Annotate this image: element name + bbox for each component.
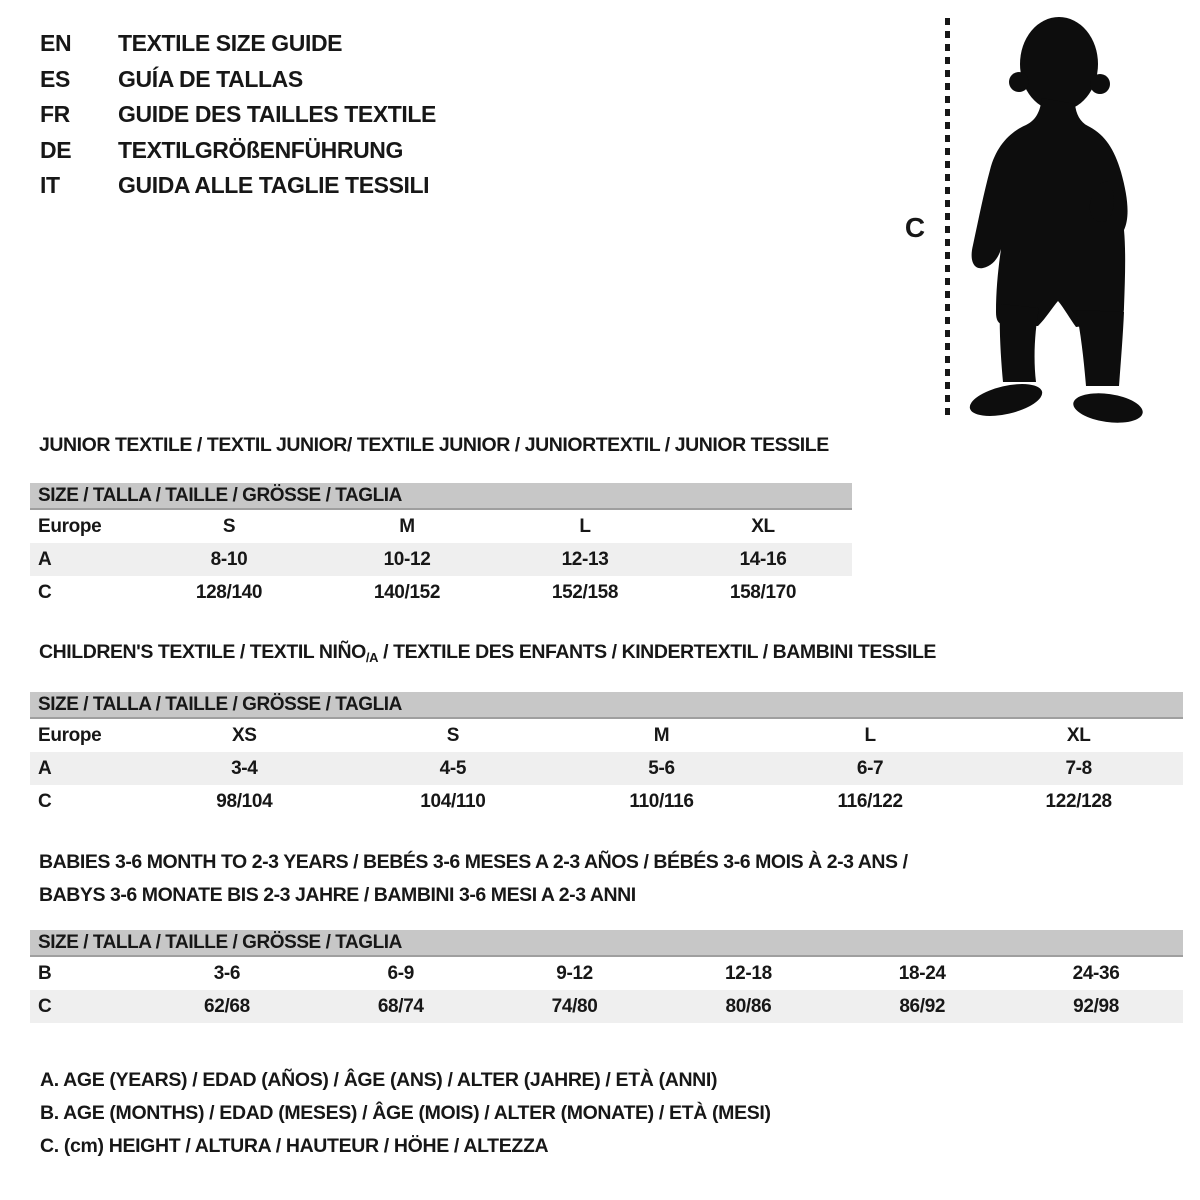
language-code: IT <box>40 172 60 199</box>
language-code: EN <box>40 30 72 57</box>
toddler-silhouette-icon <box>958 12 1153 427</box>
table-cell: L <box>864 724 876 746</box>
table-cell: XS <box>231 724 257 746</box>
table-cell: 14-16 <box>739 548 787 570</box>
table-cell: 5-6 <box>648 757 675 779</box>
table-cell: 140/152 <box>373 581 441 603</box>
section-title-text: / TEXTILE DES ENFANTS / KINDERTEXTIL / BAMBINI TESSILE <box>378 641 936 663</box>
table-cell: 24-36 <box>1072 962 1120 984</box>
size-table-header: SIZE / TALLA / TAILLE / GRÖSSE / TAGLIA <box>30 483 852 510</box>
row-label: C <box>38 581 52 603</box>
table-cell: 12-13 <box>561 548 609 570</box>
table-cell: 98/104 <box>216 790 273 812</box>
table-cell: 3-4 <box>231 757 258 779</box>
row-label: A <box>38 548 52 570</box>
table-cell: S <box>222 515 236 537</box>
table-cell: M <box>399 515 415 537</box>
table-cell: XL <box>751 515 775 537</box>
table-cell: 3-6 <box>213 962 241 984</box>
table-cell: 6-7 <box>856 757 884 779</box>
table-cell: L <box>579 515 591 537</box>
table-cell: 12-18 <box>724 962 772 984</box>
table-row <box>30 576 852 609</box>
section-title-children <box>39 641 936 665</box>
table-row <box>30 719 1183 752</box>
table-cell: 6-9 <box>387 962 414 984</box>
table-row <box>30 957 1183 990</box>
height-measure-label: C <box>904 212 926 243</box>
row-label: B <box>38 962 52 984</box>
language-label: TEXTILGRÖßENFÜHRUNG <box>118 136 403 163</box>
table-cell: 122/128 <box>1045 790 1112 812</box>
language-label: GUIDE DES TAILLES TEXTILE <box>118 101 436 128</box>
table-cell: 86/92 <box>899 995 946 1017</box>
size-table-header: SIZE / TALLA / TAILLE / GRÖSSE / TAGLIA <box>30 930 1183 957</box>
language-code: ES <box>40 65 70 92</box>
section-title-babies <box>39 846 908 912</box>
table-cell: 68/74 <box>377 995 424 1017</box>
table-cell: 62/68 <box>204 995 250 1017</box>
section-title-junior: JUNIOR TEXTILE / TEXTIL JUNIOR/ TEXTILE JUNIOR / JUNIORTEXTIL / JUNIOR TESSILE <box>39 434 829 456</box>
language-label: TEXTILE SIZE GUIDE <box>118 30 343 57</box>
language-row <box>40 62 436 98</box>
table-cell: XL <box>1066 724 1091 746</box>
language-label: GUÍA DE TALLAS <box>118 65 303 92</box>
language-code: FR <box>40 101 70 128</box>
table-row <box>30 990 1183 1023</box>
table-cell: 152/158 <box>551 581 619 603</box>
size-table-body <box>30 719 1183 818</box>
section-title-subscript: /A <box>365 650 379 665</box>
size-table-body <box>30 510 852 609</box>
language-code: DE <box>40 136 72 163</box>
size-table-header: SIZE / TALLA / TAILLE / GRÖSSE / TAGLIA <box>30 692 1183 719</box>
language-row <box>40 26 436 62</box>
table-cell: 116/122 <box>837 790 903 812</box>
table-cell: 80/86 <box>725 995 772 1017</box>
table-cell: S <box>446 724 460 746</box>
table-cell: 7-8 <box>1065 757 1092 779</box>
language-list <box>40 26 436 204</box>
table-cell: 110/116 <box>629 790 694 812</box>
table-row <box>30 752 1183 785</box>
section-title-line: BABIES 3-6 MONTH TO 2-3 YEARS / BEBÉS 3-6 MESES A 2-3 AÑOS / BÉBÉS 3-6 MOIS À 2-3 ANS / <box>39 851 908 873</box>
table-cell: 8-10 <box>210 548 248 570</box>
table-row <box>30 785 1183 818</box>
row-label: Europe <box>38 515 102 537</box>
size-table-babies <box>30 930 1183 1023</box>
row-label: A <box>38 757 52 779</box>
table-cell: 104/110 <box>420 790 486 812</box>
row-label: C <box>38 790 52 812</box>
table-cell: 74/80 <box>551 995 598 1017</box>
table-cell: 10-12 <box>383 548 431 570</box>
size-table-children <box>30 692 1183 818</box>
language-label: GUIDA ALLE TAGLIE TESSILI <box>118 172 430 199</box>
section-title-text: CHILDREN'S TEXTILE / TEXTIL NIÑO <box>39 641 366 663</box>
language-row <box>40 133 436 169</box>
table-cell: 128/140 <box>195 581 263 603</box>
table-cell: 18-24 <box>898 962 946 984</box>
table-cell: 4-5 <box>439 757 467 779</box>
row-label: C <box>38 995 52 1017</box>
table-cell: 9-12 <box>556 962 593 984</box>
table-cell: M <box>653 724 670 746</box>
table-cell: 158/170 <box>729 581 797 603</box>
language-row <box>40 168 436 204</box>
table-row <box>30 543 852 576</box>
row-label: Europe <box>38 724 102 746</box>
legend-line-c: C. (cm) HEIGHT / ALTURA / HAUTEUR / HÖHE / ALTEZZA <box>40 1135 549 1157</box>
table-row <box>30 510 852 543</box>
table-cell: 92/98 <box>1073 995 1119 1017</box>
size-table-junior <box>30 483 852 609</box>
section-title-line: BABYS 3-6 MONATE BIS 2-3 JAHRE / BAMBINI 3-6 MESI A 2-3 ANNI <box>39 884 636 906</box>
language-row <box>40 97 436 133</box>
legend-line-b: B. AGE (MONTHS) / EDAD (MESES) / ÂGE (MOIS) / ALTER (MONATE) / ETÀ (MESI) <box>40 1102 771 1124</box>
height-dotted-line <box>945 18 950 418</box>
size-table-body <box>30 957 1183 1023</box>
legend <box>40 1064 771 1163</box>
legend-line-a: A. AGE (YEARS) / EDAD (AÑOS) / ÂGE (ANS) / ALTER (JAHRE) / ETÀ (ANNI) <box>40 1069 718 1091</box>
